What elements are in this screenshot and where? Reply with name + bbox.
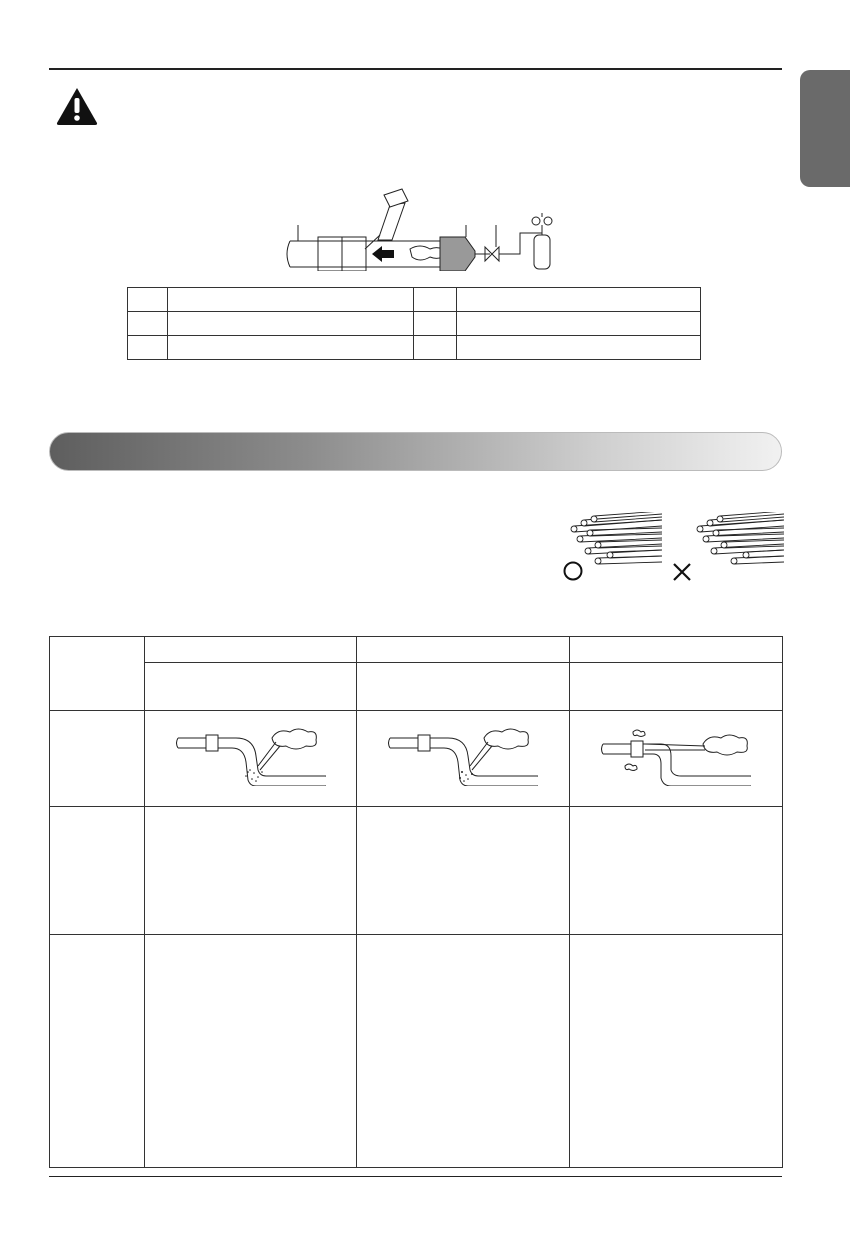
warning-triangle-icon <box>55 86 99 126</box>
table-subheader-cell <box>145 663 357 711</box>
table-cell <box>570 935 783 1168</box>
table-illustration-row <box>50 711 783 807</box>
table-header-cell <box>570 637 783 663</box>
section-header-bar <box>49 432 782 471</box>
legend-row <box>128 336 701 360</box>
pipe-dirt-illustration <box>388 726 538 786</box>
diagram-legend-table <box>127 287 701 360</box>
legend-cell <box>128 312 168 336</box>
pipe-leak-illustration <box>601 726 751 786</box>
table-row <box>50 807 783 935</box>
pipes-uncapped-illustration <box>690 512 784 572</box>
table-cell <box>145 935 357 1168</box>
legend-cell <box>168 336 414 360</box>
pipe-moisture-illustration <box>176 726 326 786</box>
legend-cell <box>128 336 168 360</box>
table-header-row <box>50 637 783 663</box>
row-label <box>50 711 145 807</box>
row-label <box>50 935 145 1168</box>
cross-mark-icon <box>671 561 693 583</box>
legend-cell <box>128 288 168 312</box>
contamination-table <box>49 636 783 1168</box>
legend-cell <box>414 312 457 336</box>
legend-row <box>128 288 701 312</box>
table-row <box>50 935 783 1168</box>
nitrogen-brazing-diagram <box>280 185 570 271</box>
illustration-cell <box>145 711 357 807</box>
legend-cell <box>168 312 414 336</box>
circle-ok-icon <box>562 560 584 582</box>
table-corner-cell <box>50 637 145 711</box>
side-tab[interactable] <box>800 70 850 187</box>
table-cell <box>357 935 570 1168</box>
legend-cell <box>414 288 457 312</box>
legend-cell <box>457 288 701 312</box>
table-cell <box>357 807 570 935</box>
legend-cell <box>168 288 414 312</box>
illustration-cell <box>570 711 783 807</box>
top-rule <box>49 68 782 70</box>
legend-cell <box>457 336 701 360</box>
table-subheader-cell <box>570 663 783 711</box>
table-subheader-row <box>50 663 783 711</box>
legend-cell <box>414 336 457 360</box>
illustration-cell <box>357 711 570 807</box>
table-subheader-cell <box>357 663 570 711</box>
table-header-cell <box>145 637 357 663</box>
legend-row <box>128 312 701 336</box>
table-header-cell <box>357 637 570 663</box>
table-cell <box>570 807 783 935</box>
bottom-rule <box>49 1176 782 1177</box>
legend-cell <box>457 312 701 336</box>
row-label <box>50 807 145 935</box>
table-cell <box>145 807 357 935</box>
